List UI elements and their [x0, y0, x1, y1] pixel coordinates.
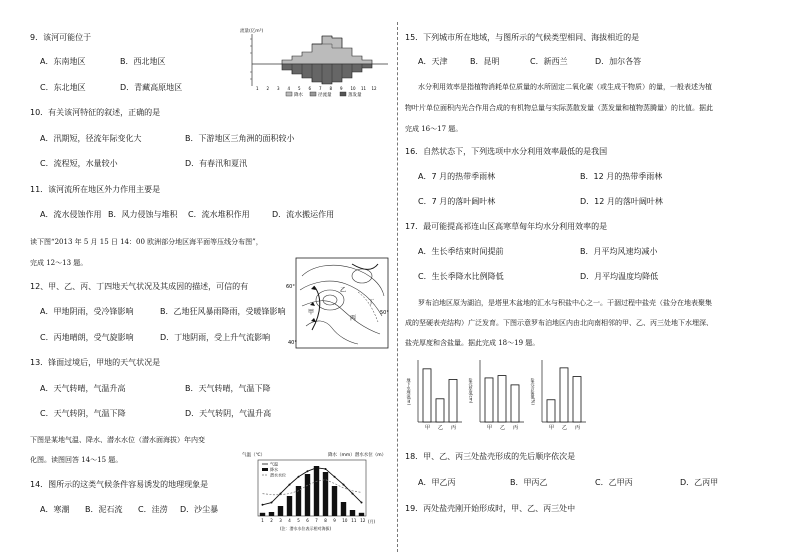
- salt-category-label: 甲: [549, 425, 555, 431]
- q16-option-d[interactable]: D．12 月的落叶阔叶林: [580, 197, 663, 206]
- q18-option-b[interactable]: B．甲丙乙: [510, 478, 548, 487]
- hydro-legend-2: 径流量: [318, 93, 332, 98]
- intro-12-line1: 读下图“2013 年 5 月 15 日 14：00 欧洲部分地区海平面等压线分布图”，: [30, 238, 263, 246]
- map-lat-50: 50°: [380, 310, 389, 316]
- q16-option-c[interactable]: C．7 月的落叶阔叶林: [418, 197, 496, 206]
- map-label-yi: 乙: [340, 287, 347, 294]
- salt-category-label: 丙: [575, 425, 581, 431]
- precip-bar: [305, 474, 310, 516]
- hydro-month-label: 2: [266, 86, 270, 91]
- precip-bar: [359, 513, 364, 516]
- climate-legend-temp: 气温: [270, 461, 278, 467]
- hydro-month-label: 3: [277, 86, 280, 91]
- climate-caption: (注：潜水水位表示相对海拔): [280, 526, 332, 531]
- salt-category-label: 乙: [500, 425, 506, 431]
- q11-option-a[interactable]: A．流水侵蚀作用: [40, 210, 102, 219]
- climate-chart-figure: [240, 450, 394, 532]
- climate-month-label: 5: [297, 518, 300, 523]
- evaporation-bars: [282, 64, 372, 84]
- hydro-legend-3: 蒸发量: [348, 93, 362, 98]
- climate-month-label: 2: [270, 518, 273, 523]
- q12-option-a[interactable]: A．甲地阴雨，受冷锋影响: [40, 307, 134, 316]
- salt-chart-ylabel: 地下水埋深(m): [406, 378, 412, 406]
- salt-bar: [449, 379, 457, 422]
- q15-stem: 15．下列城市所在地域，与图所示的气候类型相同、海拔相近的是: [405, 33, 640, 42]
- salt-bar: [511, 385, 519, 422]
- climate-month-label: 8: [324, 518, 327, 523]
- salt-bar: [436, 399, 444, 422]
- precip-bar: [341, 502, 346, 516]
- hydro-month-label: 1: [256, 86, 259, 91]
- q14-stem: 14．图所示的这类气候条件容易诱发的地理现象是: [30, 480, 209, 489]
- salt-content-chart: [531, 360, 587, 431]
- q17-option-a[interactable]: A．生长季结束时间提前: [418, 247, 504, 256]
- q9-stem: 9．该河可能位于: [30, 33, 92, 42]
- climate-month-label: 7: [315, 518, 318, 523]
- hydro-month-label: 4: [287, 86, 291, 91]
- q13-option-d[interactable]: D．天气转阴，气温升高: [185, 409, 272, 418]
- precip-bar: [323, 472, 328, 516]
- q17-option-d[interactable]: D．月平均温度均降低: [580, 272, 659, 281]
- climate-legend-precip: 降水: [270, 467, 278, 472]
- q13-stem: 13．锋面过境后，甲地的天气状况是: [30, 358, 161, 367]
- q12-stem: 12、甲、乙、丙、丁四地天气状况及其成因的描述，可信的有: [30, 282, 249, 291]
- precip-bar: [269, 512, 274, 516]
- q17-option-b[interactable]: B．月平均风速均减小: [580, 247, 658, 256]
- hydrograph-ylabel: 流量(亿m³): [240, 29, 264, 34]
- q11-option-c[interactable]: C．流水堆积作用: [188, 210, 250, 219]
- hydro-legend-1: 降水: [294, 93, 303, 98]
- climate-month-label: 4: [288, 518, 291, 523]
- q15-option-a[interactable]: A．天津: [418, 57, 448, 66]
- climate-month-label: 9: [333, 518, 336, 523]
- salt-category-label: 甲: [425, 425, 431, 431]
- precip-bars: [282, 36, 372, 64]
- intro-14-line2: 化图。读图回答 14～15 题。: [30, 456, 123, 464]
- salt-bar: [485, 378, 493, 422]
- climate-month-unit: (月): [368, 519, 376, 524]
- river-hydrograph-figure: [238, 24, 390, 100]
- map-lat-40: 40°: [288, 340, 297, 346]
- precip-bar: [350, 510, 355, 516]
- salt-charts-figure: [404, 356, 590, 434]
- q11-option-d[interactable]: D．流水搬运作用: [272, 210, 335, 219]
- q19-stem: 19．丙处盐壳刚开始形成时，甲、乙、丙三处中: [405, 504, 576, 513]
- intro-18-line2: 成的坚硬表壳结构）广泛发育。下图示意罗布泊地区内由北向南相邻的甲、乙、丙三处地下水埋深、: [405, 319, 713, 327]
- column-divider: [397, 22, 398, 552]
- map-label-ding: 丁: [368, 299, 375, 306]
- q10-stem: 10．有关该河特征的叙述，正确的是: [30, 108, 161, 117]
- precip-bar: [278, 506, 283, 516]
- precip-bar: [260, 513, 265, 516]
- q10-option-c[interactable]: C．流程短，水量较小: [40, 159, 118, 168]
- climate-month-label: 11: [351, 518, 357, 523]
- q14-option-c[interactable]: C．洼涝: [138, 505, 168, 514]
- hydro-month-label: 5: [298, 86, 301, 91]
- hydro-month-label: 12: [371, 86, 377, 91]
- salt-category-label: 乙: [438, 425, 444, 431]
- q10-option-b[interactable]: B．下游地区三角洲的面积较小: [185, 134, 295, 143]
- intro-12-line2: 完成 12～13 题。: [30, 259, 88, 267]
- intro-18-line1: 罗布泊地区原为湖泊，是塔里木盆地的汇水与积盐中心之一。干涸过程中盐壳（盐分在地表聚集: [418, 299, 712, 307]
- salt-bar: [498, 376, 506, 422]
- salt-category-label: 丙: [513, 425, 519, 431]
- q17-stem: 17．最可能提高祁连山区高寒草甸年均水分利用效率的是: [405, 222, 608, 231]
- q18-option-d[interactable]: D．乙丙甲: [680, 478, 719, 487]
- hydro-month-label: 11: [361, 86, 367, 91]
- q15-option-b[interactable]: B．昆明: [470, 57, 500, 66]
- map-label-bing: 丙: [350, 315, 357, 322]
- hydro-month-label: 10: [350, 86, 356, 91]
- q15-option-d[interactable]: D．加尔各答: [595, 57, 642, 66]
- q16-option-b[interactable]: B．12 月的热带季雨林: [580, 172, 663, 181]
- q13-option-c[interactable]: C．天气转阴，气温下降: [40, 409, 126, 418]
- climate-month-label: 6: [306, 518, 309, 523]
- q13-option-a[interactable]: A．天气转晴，气温升高: [40, 384, 126, 393]
- q12-option-b[interactable]: B．乙地狂风暴雨降雨，受暖锋影响: [160, 307, 286, 316]
- q14-option-a[interactable]: A．寒潮: [40, 505, 70, 514]
- salt-bar: [547, 400, 555, 422]
- intro-14-line1: 下图是某地气温、降水、潜水水位（潜水面海拔）年内变: [30, 436, 205, 444]
- hydro-month-label: 6: [308, 86, 312, 91]
- intro-18-line3: 盐壳厚度和含盐量。据此完成 18～19 题。: [405, 339, 540, 347]
- q12-option-d[interactable]: D．丁地阴雨，受上升气流影响: [160, 333, 271, 342]
- q10-option-d[interactable]: D．有春汛和夏汛: [185, 159, 248, 168]
- salt-chart-ylabel: 盐壳含盐量(%): [530, 378, 536, 405]
- salt-bar: [573, 377, 581, 422]
- salt-crust-thickness-chart: [469, 360, 525, 431]
- q17-option-c[interactable]: C．生长季降水比例降低: [418, 272, 504, 281]
- salt-chart-ylabel: 盐壳厚度(cm): [468, 378, 474, 404]
- climate-legend-water: 潜水水位: [270, 472, 286, 478]
- salt-category-label: 乙: [562, 425, 568, 431]
- climate-month-label: 12: [360, 518, 366, 523]
- q11-stem: 11．该河流所在地区外力作用主要是: [30, 185, 161, 194]
- hydro-month-label: 9: [340, 86, 343, 91]
- q18-option-a[interactable]: A．甲乙丙: [418, 478, 456, 487]
- q9-option-a[interactable]: A．东南地区: [40, 57, 86, 66]
- intro-16-line2: 物叶片单位面积内光合作用合成的有机物总量与实际蒸散发量（蒸发量和植物蒸腾量）的比值。据此: [405, 104, 713, 112]
- q13-option-b[interactable]: B．天气转晴，气温下降: [185, 384, 271, 393]
- salt-category-label: 甲: [487, 425, 493, 431]
- q9-option-c[interactable]: C．东北地区: [40, 83, 86, 92]
- q16-option-a[interactable]: A．7 月的热带季雨林: [418, 172, 496, 181]
- groundwater-depth-chart: [407, 360, 463, 431]
- hydro-month-label: 7: [319, 86, 322, 91]
- q12-option-c[interactable]: C．丙地晴朗，受气旋影响: [40, 333, 134, 342]
- climate-right-label: 降水（mm）潜水水位（m）: [328, 453, 387, 458]
- precip-bar: [314, 466, 319, 516]
- salt-category-label: 丙: [451, 425, 457, 431]
- precip-bar: [287, 496, 292, 516]
- map-lat-60: 60°: [286, 284, 295, 290]
- q18-option-c[interactable]: C．乙甲丙: [595, 478, 633, 487]
- climate-left-label: 气温（℃）: [242, 453, 266, 458]
- salt-bar: [560, 368, 568, 422]
- q14-option-b[interactable]: B．泥石流: [85, 505, 123, 514]
- isobar-map-figure: [286, 256, 394, 352]
- climate-month-label: 1: [261, 518, 264, 523]
- q10-option-a[interactable]: A．汛期短，径流年际变化大: [40, 134, 142, 143]
- salt-bar: [423, 369, 431, 422]
- q14-option-d[interactable]: D．沙尘暴: [180, 505, 219, 514]
- intro-16-line3: 完成 16～17 题。: [405, 125, 463, 133]
- intro-16-line1: 水分利用效率是指植物消耗单位质量的水所固定二氧化碳（或生成干物质）的量，一般表述为植: [418, 83, 712, 91]
- q16-stem: 16．自然状态下，下列选项中水分利用效率最低的是我国: [405, 147, 608, 156]
- q11-option-b[interactable]: B．风力侵蚀与堆积: [108, 210, 178, 219]
- hydro-month-label: 8: [329, 86, 333, 91]
- q18-stem: 18．甲、乙、丙三处盐壳形成的先后顺序依次是: [405, 452, 576, 461]
- map-label-jia: 甲: [308, 309, 315, 316]
- climate-month-label: 3: [279, 518, 282, 523]
- q9-option-b[interactable]: B．西北地区: [120, 57, 166, 66]
- q15-option-c[interactable]: C．新西兰: [530, 57, 568, 66]
- q9-option-d[interactable]: D．青藏高原地区: [120, 83, 183, 92]
- climate-month-label: 10: [342, 518, 348, 523]
- precip-bar: [332, 486, 337, 516]
